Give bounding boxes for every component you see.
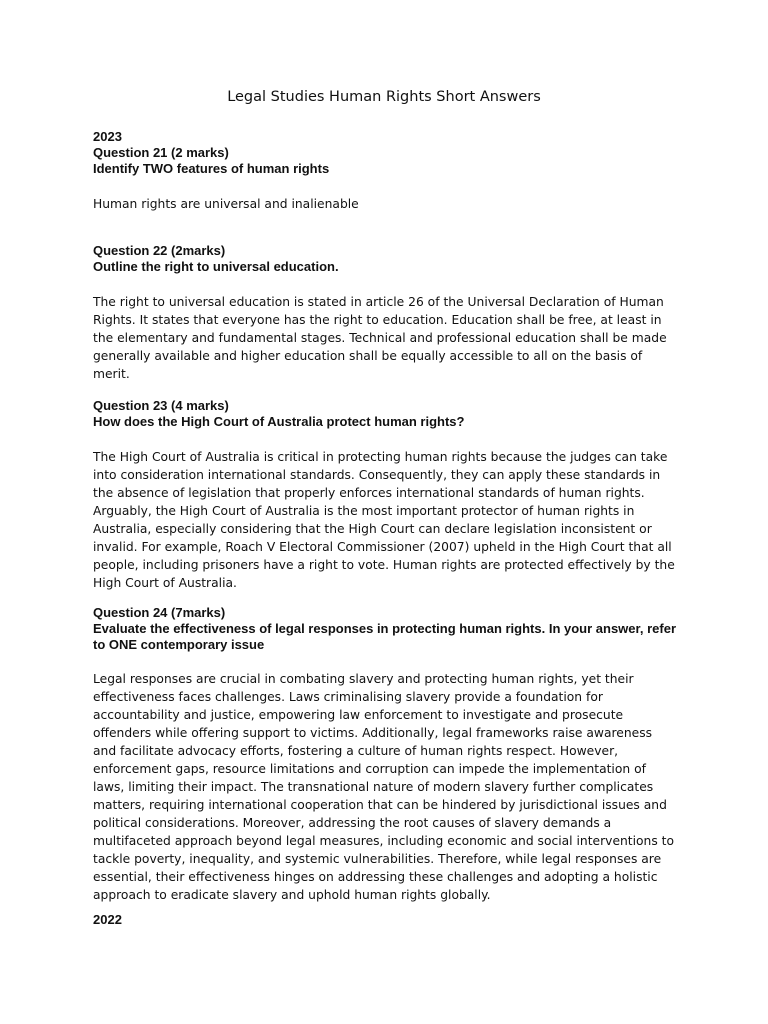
year-2022-heading: 2022	[93, 912, 122, 927]
question-24-block	[93, 605, 678, 904]
question-21-block	[93, 129, 678, 213]
question-23-prompt: How does the High Court of Australia protect human rights?	[93, 414, 465, 429]
question-22-answer: The right to universal education is stated in article 26 of the Universal Declaration of Human Rights. It states that everyone has the right to education. Education shall be free, at least in the elementary and fundamental stages. Technical and professional education shall be made generally available and higher education shall be equally accessible to all on the basis of merit.	[93, 295, 667, 381]
question-23-block	[93, 398, 678, 592]
year-2022-block	[93, 912, 678, 928]
question-24-answer: Legal responses are crucial in combating slavery and protecting human rights, yet their effectiveness faces challenges. Laws criminalising slavery provide a foundation for accountability and justice, empowering law enforcement to investigate and prosecute offenders while offering support to victims. Additionally, legal frameworks raise awareness and facilitate advocacy efforts, fostering a culture of human rights respect. However, enforcement gaps, resource limitations and corruption can impede the implementation of laws, limiting their impact. The transnational nature of modern slavery further complicates matters, requiring international cooperation that can be hindered by jurisdictional issues and political considerations. Moreover, addressing the root causes of slavery demands a multifaceted approach beyond legal measures, including economic and social interventions to tackle poverty, inequality, and systemic vulnerabilities. Therefore, while legal responses are essential, their effectiveness hinges on addressing these challenges and adopting a holistic approach to eradicate slavery and uphold human rights globally.	[93, 672, 675, 902]
question-22-prompt: Outline the right to universal education.	[93, 259, 339, 274]
question-23-answer: The High Court of Australia is critical in protecting human rights because the judges can take into consideration international standards. Consequently, they can apply these standards in the absence of legislation that properly enforces international standards of human rights. Arguably, the High Court of Australia is the most important protector of human rights in Australia, especially considering that the High Court can declare legislation inconsistent or invalid. For example, Roach V Electoral Commissioner (2007) upheld in the High Court that all people, including prisoners have a right to vote. Human rights are protected effectively by the High Court of Australia.	[93, 450, 675, 590]
question-22-block	[93, 243, 678, 383]
question-21-answer: Human rights are universal and inalienable	[93, 197, 359, 211]
question-22-label: Question 22 (2marks)	[93, 243, 226, 258]
question-24-prompt: Evaluate the effectiveness of legal responses in protecting human rights. In your answer, refer to ONE contemporary issue	[93, 621, 677, 652]
question-21-label: Question 21 (2 marks)	[93, 145, 229, 160]
question-23-label: Question 23 (4 marks)	[93, 398, 229, 413]
question-21-prompt: Identify TWO features of human rights	[93, 161, 330, 176]
document-title: Legal Studies Human Rights Short Answers	[227, 89, 541, 105]
question-24-label: Question 24 (7marks)	[93, 605, 226, 620]
year-2023-heading: 2023	[93, 129, 122, 144]
